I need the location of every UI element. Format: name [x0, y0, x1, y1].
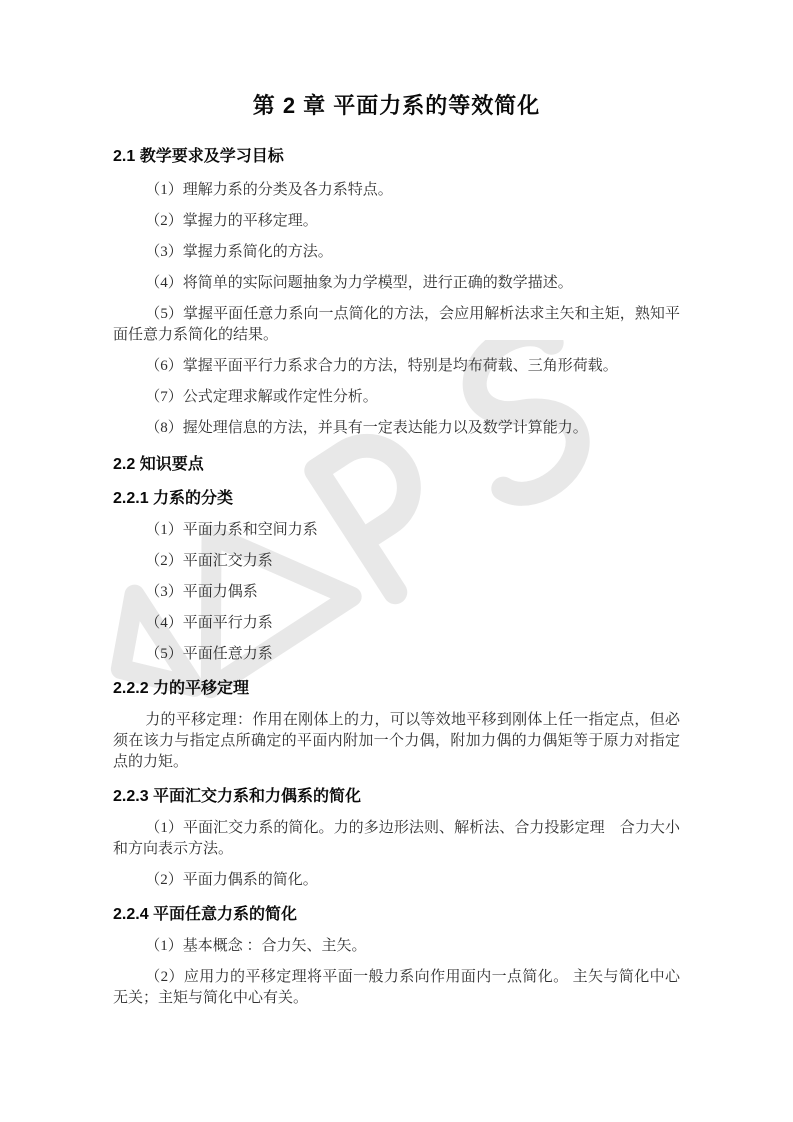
- list-item: （7）公式定理求解或作定性分析。: [145, 389, 378, 405]
- list-item: （5）平面任意力系: [145, 646, 273, 662]
- list-item: （8）握处理信息的方法，并具有一定表达能力以及数学计算能力。: [145, 420, 588, 436]
- list-item: （1）平面力系和空间力系: [145, 522, 318, 538]
- section-heading-2-1: 2.1 教学要求及学习目标: [113, 148, 284, 165]
- list-item: （1）理解力系的分类及各力系特点。: [145, 182, 393, 198]
- list-item: （1）基本概念 ：合力矢、主矢。: [145, 938, 367, 954]
- list-item: （2）平面汇交力系: [145, 553, 273, 569]
- section-heading-2-2-4: 2.2.4 平面任意力系的简化: [113, 906, 298, 923]
- list-item: （3）平面力偶系: [145, 584, 258, 600]
- page-title: 第 2 章 平面力系的等效简化: [252, 93, 541, 118]
- list-item: （2）平面力偶系的简化。: [145, 872, 318, 888]
- list-item: （4）平面平行力系: [145, 615, 273, 631]
- section-heading-2-2-3: 2.2.3 平面汇交力系和力偶系的简化: [113, 788, 362, 805]
- list-item: （2）应用力的平移定理将平面一般力系向作用面内一点简化。 主矢与简化中心无关；主矩与简化中心有关。: [113, 969, 680, 1006]
- list-item: （6）掌握平面平行力系求合力的方法，特别是均布荷载、三角形荷载。: [145, 358, 618, 374]
- list-item: （1）平面汇交力系的简化。力的多边形法则、解析法、合力投影定理 合力大小和方向表示方法。: [113, 820, 680, 857]
- list-item: （4）将简单的实际问题抽象为力学模型，进行正确的数学描述。: [145, 275, 573, 291]
- paragraph: 力的平移定理：作用在刚体上的力，可以等效地平移到刚体上任一指定点，但必须在该力与指定点所确定的平面内附加一个力偶，附加力偶的力偶矩等于原力对指定点的力矩。: [113, 712, 680, 770]
- section-heading-2-2: 2.2 知识要点: [113, 456, 204, 473]
- section-heading-2-2-1: 2.2.1 力系的分类: [113, 490, 234, 507]
- list-item: （2）掌握力的平移定理。: [145, 213, 318, 229]
- list-item: （3）掌握力系简化的方法。: [145, 244, 333, 260]
- list-item: （5）掌握平面任意力系向一点简化的方法，会应用解析法求主矢和主矩，熟知平面任意力系简化的结果。: [113, 306, 680, 343]
- section-heading-2-2-2: 2.2.2 力的平移定理: [113, 680, 250, 697]
